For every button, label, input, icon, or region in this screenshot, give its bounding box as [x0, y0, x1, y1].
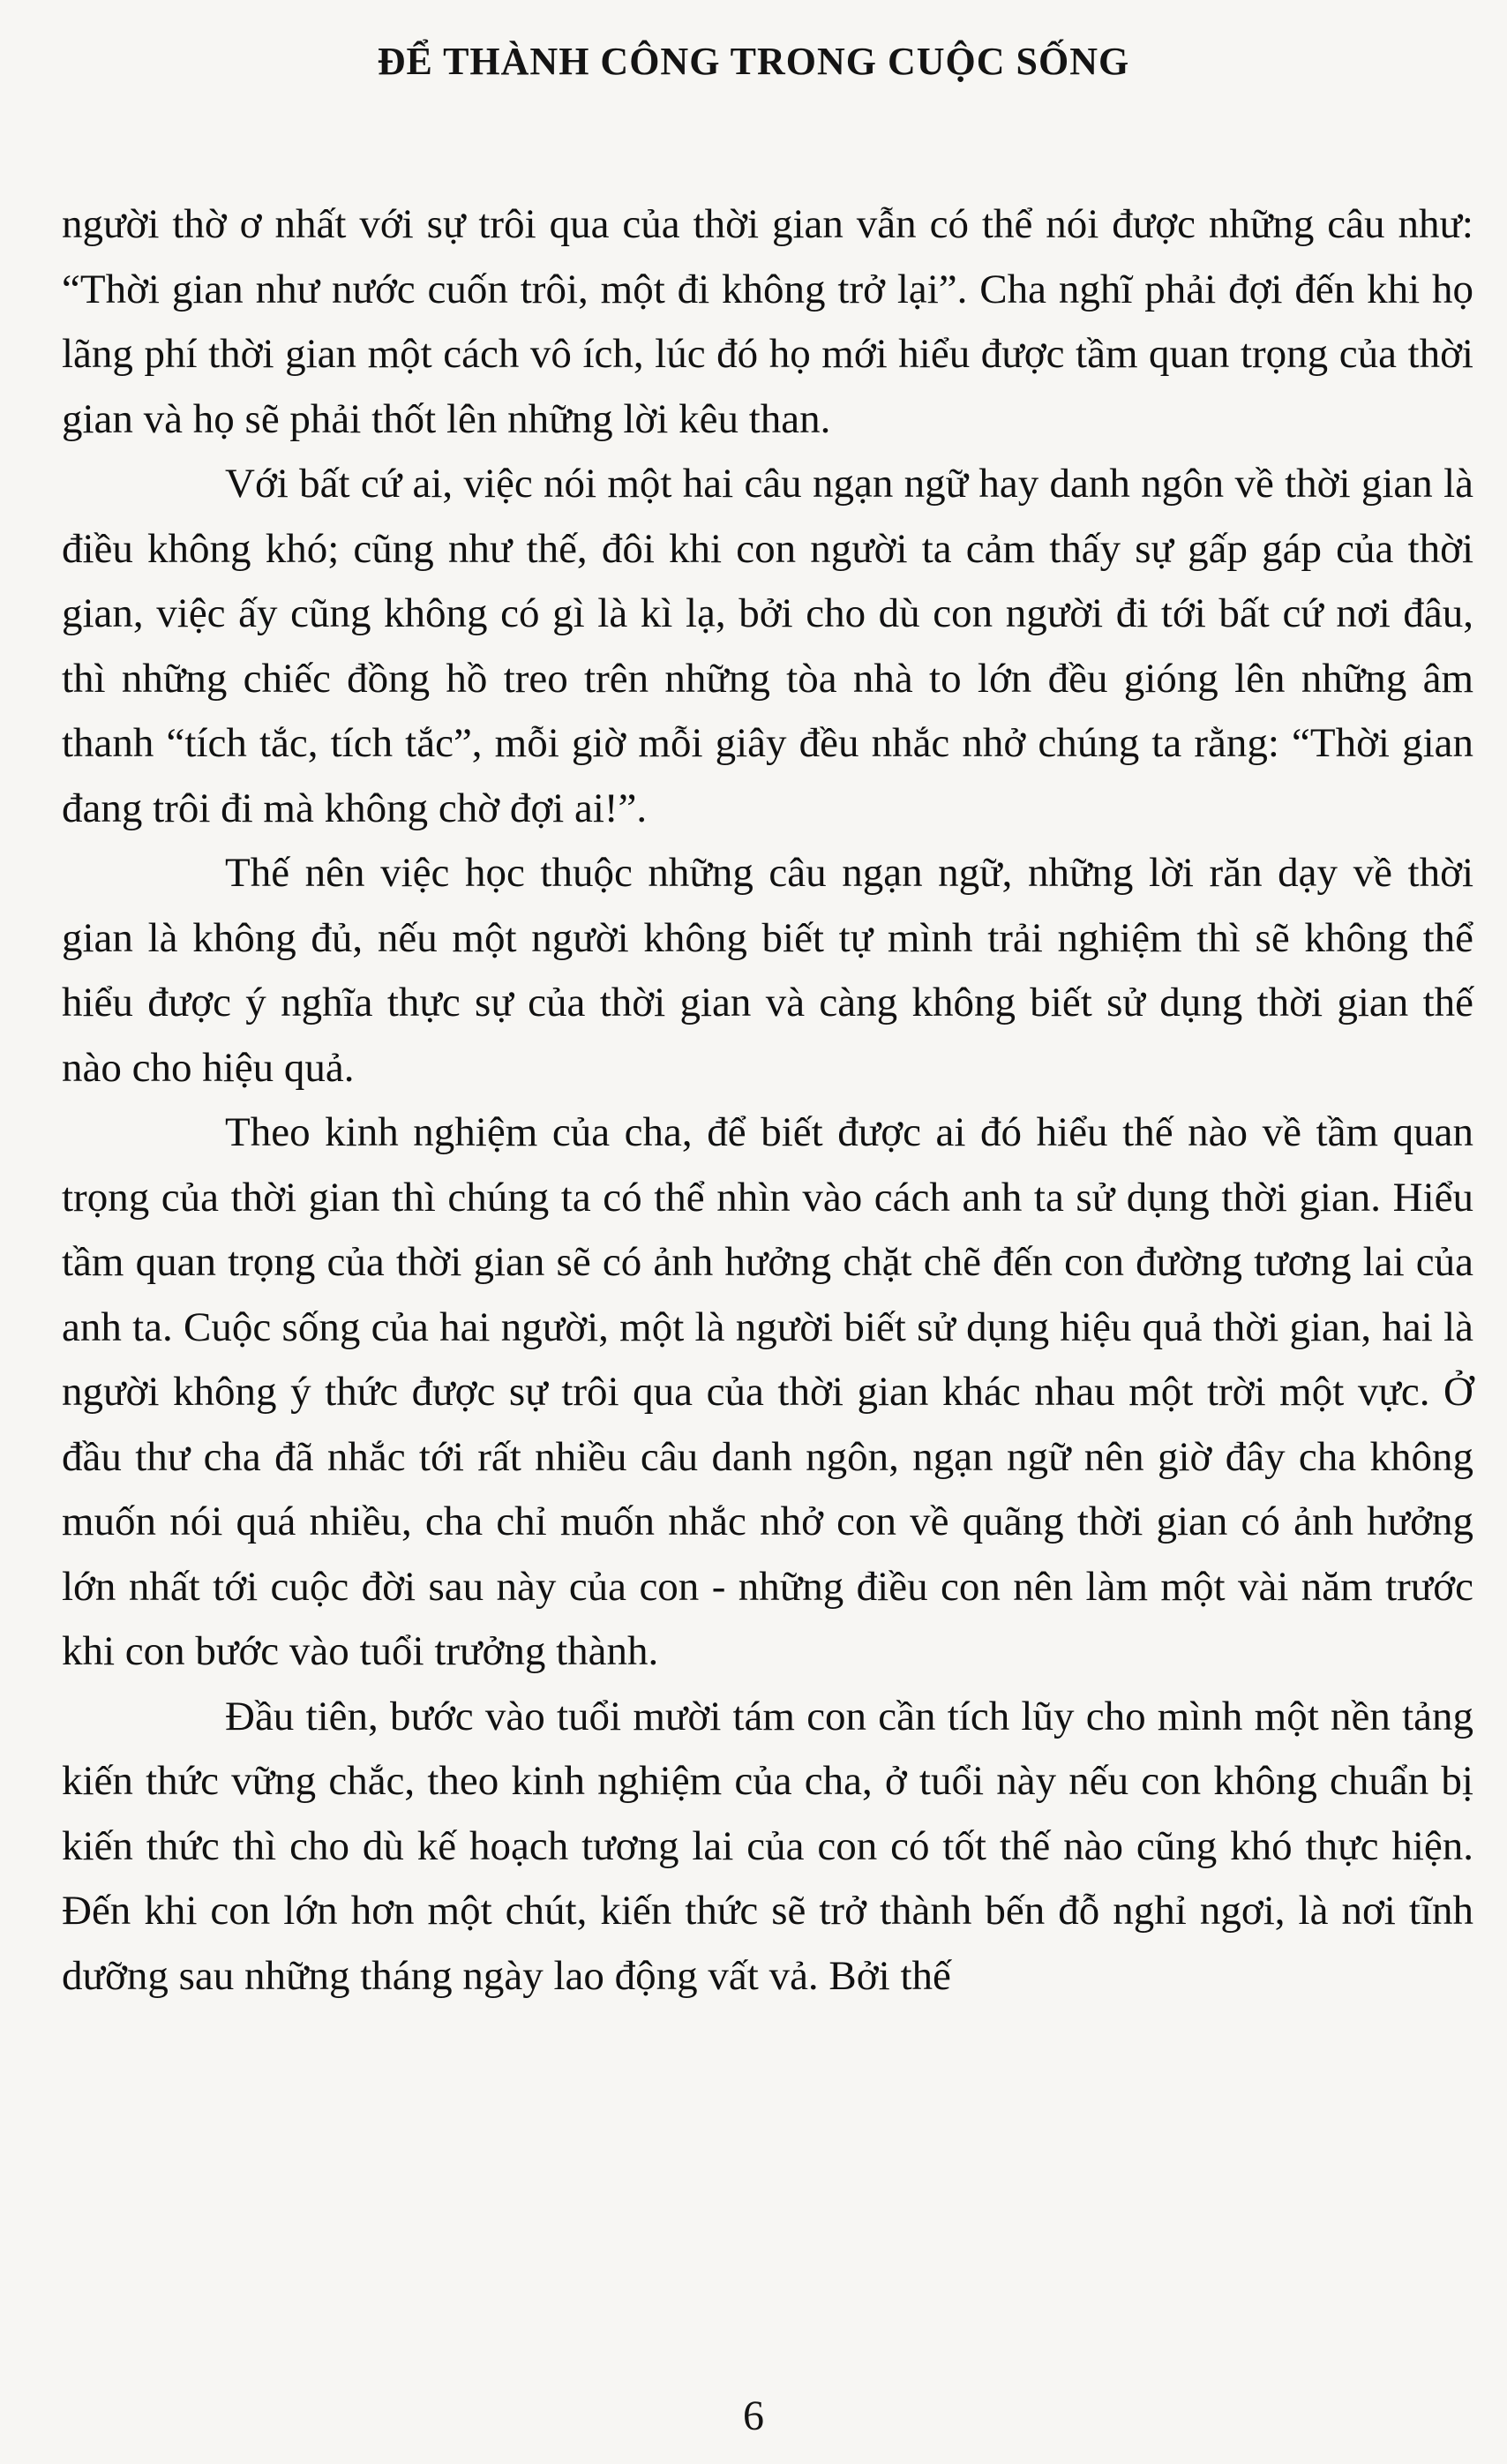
- running-header: ĐỂ THÀNH CÔNG TRONG CUỘC SỐNG: [377, 40, 1130, 83]
- paragraph: người thờ ơ nhất với sự trôi qua của thời gian vẫn có thể nói được những câu như: “Thời gian như nước cuốn trôi, một đi không trở lại”. Cha nghĩ phải đợi đến khi họ lãng phí thời gian một cách vô ích, lúc đó họ mới hiểu được tầm quan trọng của thời gian và họ sẽ phải thốt lên những lời kêu than.: [62, 201, 1473, 442]
- paragraph: Thế nên việc học thuộc những câu ngạn ngữ, những lời răn dạy về thời gian là không đủ, nếu một người không biết tự mình trải nghiệm thì sẽ không thể hiểu được ý nghĩa thực sự của thời gian và càng không biết sử dụng thời gian thế nào cho hiệu quả.: [62, 850, 1473, 1091]
- body-text: [62, 192, 1473, 2009]
- page-number: 6: [743, 2393, 764, 2439]
- paragraph: Với bất cứ ai, việc nói một hai câu ngạn ngữ hay danh ngôn về thời gian là điều không khó; cũng như thế, đôi khi con người ta cảm thấy sự gấp gáp của thời gian, việc ấy cũng không có gì là kì lạ, bởi cho dù con người đi tới bất cứ nơi đâu, thì những chiếc đồng hồ treo trên những tòa nhà to lớn đều gióng lên những âm thanh “tích tắc, tích tắc”, mỗi giờ mỗi giây đều nhắc nhở chúng ta rằng: “Thời gian đang trôi đi mà không chờ đợi ai!”.: [62, 461, 1473, 831]
- paragraph: Theo kinh nghiệm của cha, để biết được ai đó hiểu thế nào về tầm quan trọng của thời gian thì chúng ta có thể nhìn vào cách anh ta sử dụng thời gian. Hiểu tầm quan trọng của thời gian sẽ có ảnh hưởng chặt chẽ đến con đường tương lai của anh ta. Cuộc sống của hai người, một là người biết sử dụng hiệu quả thời gian, hai là người không ý thức được sự trôi qua của thời gian khác nhau một trời một vực. Ở đầu thư cha đã nhắc tới rất nhiều câu danh ngôn, ngạn ngữ nên giờ đây cha không muốn nói quá nhiều, cha chỉ muốn nhắc nhở con về quãng thời gian có ảnh hưởng lớn nhất tới cuộc đời sau này của con - những điều con nên làm một vài năm trước khi con bước vào tuổi trưởng thành.: [62, 1109, 1473, 1674]
- paragraph: Đầu tiên, bước vào tuổi mười tám con cần tích lũy cho mình một nền tảng kiến thức vững chắc, theo kinh nghiệm của cha, ở tuổi này nếu con không chuẩn bị kiến thức thì cho dù kế hoạch tương lai của con có tốt thế nào cũng khó thực hiện. Đến khi con lớn hơn một chút, kiến thức sẽ trở thành bến đỗ nghỉ ngơi, là nơi tĩnh dưỡng sau những tháng ngày lao động vất vả. Bởi thế: [62, 1693, 1473, 1999]
